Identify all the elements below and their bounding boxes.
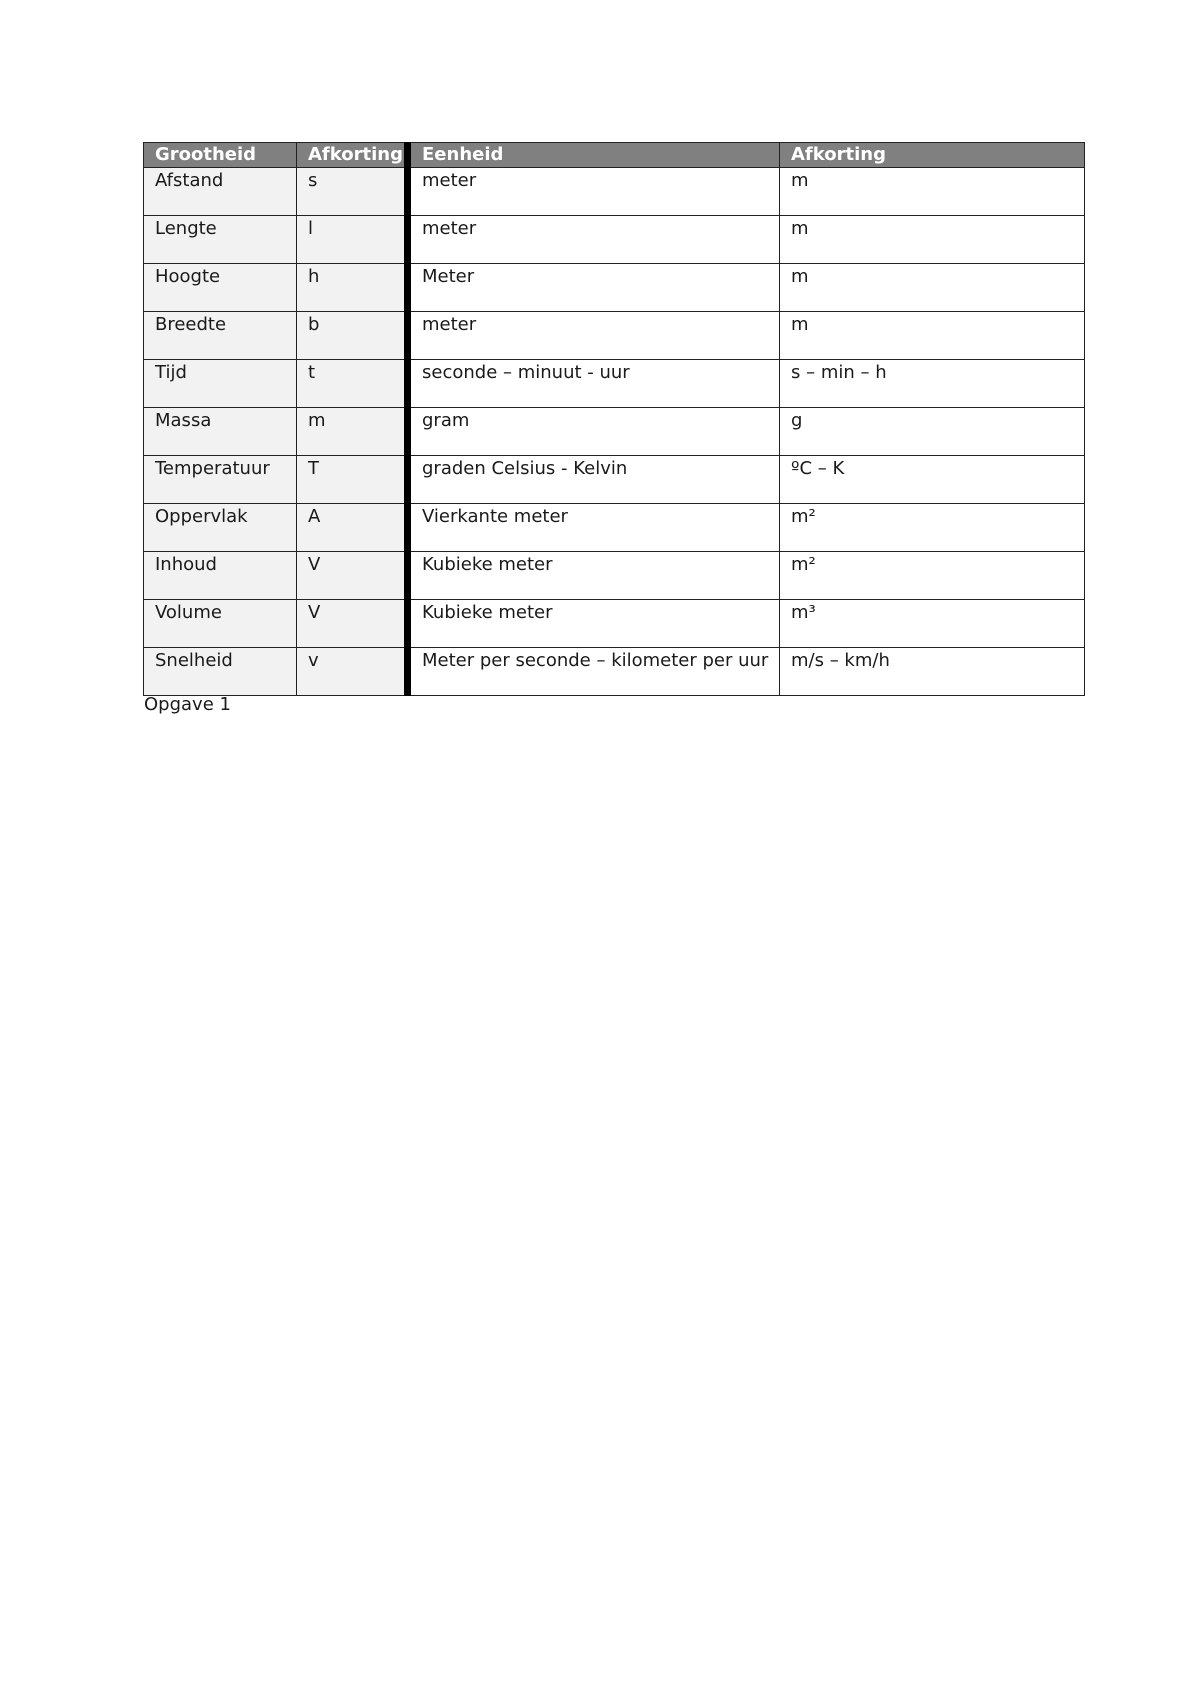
cell-grootheid: Volume bbox=[144, 600, 297, 648]
cell-grootheid: Snelheid bbox=[144, 648, 297, 696]
cell-eenheid: Kubieke meter bbox=[408, 600, 780, 648]
cell-afkorting-eenheid: m² bbox=[780, 504, 1085, 552]
cell-afkorting-grootheid: T bbox=[297, 456, 408, 504]
cell-afkorting-eenheid: m² bbox=[780, 552, 1085, 600]
cell-afkorting-eenheid: m bbox=[780, 264, 1085, 312]
table-body bbox=[144, 168, 1085, 696]
cell-afkorting-grootheid: V bbox=[297, 552, 408, 600]
cell-afkorting-grootheid: h bbox=[297, 264, 408, 312]
cell-grootheid: Inhoud bbox=[144, 552, 297, 600]
cell-eenheid: meter bbox=[408, 168, 780, 216]
cell-afkorting-grootheid: t bbox=[297, 360, 408, 408]
cell-grootheid: Tijd bbox=[144, 360, 297, 408]
cell-afkorting-eenheid: s – min – h bbox=[780, 360, 1085, 408]
cell-afkorting-grootheid: s bbox=[297, 168, 408, 216]
cell-afkorting-eenheid: m/s – km/h bbox=[780, 648, 1085, 696]
cell-afkorting-eenheid: m³ bbox=[780, 600, 1085, 648]
cell-afkorting-grootheid: v bbox=[297, 648, 408, 696]
table-row bbox=[144, 456, 1085, 504]
table-row bbox=[144, 168, 1085, 216]
table-row bbox=[144, 264, 1085, 312]
cell-eenheid: graden Celsius - Kelvin bbox=[408, 456, 780, 504]
cell-afkorting-grootheid: b bbox=[297, 312, 408, 360]
cell-grootheid: Hoogte bbox=[144, 264, 297, 312]
cell-afkorting-eenheid: m bbox=[780, 168, 1085, 216]
table-caption: Opgave 1 bbox=[144, 694, 231, 715]
table-row bbox=[144, 600, 1085, 648]
cell-eenheid: gram bbox=[408, 408, 780, 456]
table-row bbox=[144, 312, 1085, 360]
cell-grootheid: Oppervlak bbox=[144, 504, 297, 552]
cell-grootheid: Lengte bbox=[144, 216, 297, 264]
table-row bbox=[144, 408, 1085, 456]
cell-afkorting-eenheid: m bbox=[780, 216, 1085, 264]
header-afkorting-grootheid: Afkorting bbox=[297, 143, 408, 168]
cell-grootheid: Temperatuur bbox=[144, 456, 297, 504]
cell-eenheid: seconde – minuut - uur bbox=[408, 360, 780, 408]
quantities-table bbox=[143, 142, 1085, 696]
table-row bbox=[144, 216, 1085, 264]
cell-afkorting-grootheid: V bbox=[297, 600, 408, 648]
cell-afkorting-grootheid: m bbox=[297, 408, 408, 456]
header-afkorting-eenheid: Afkorting bbox=[780, 143, 1085, 168]
header-grootheid: Grootheid bbox=[144, 143, 297, 168]
table-row bbox=[144, 504, 1085, 552]
cell-eenheid: meter bbox=[408, 312, 780, 360]
cell-afkorting-eenheid: g bbox=[780, 408, 1085, 456]
header-eenheid: Eenheid bbox=[408, 143, 780, 168]
cell-grootheid: Afstand bbox=[144, 168, 297, 216]
cell-afkorting-eenheid: ºC – K bbox=[780, 456, 1085, 504]
table-row bbox=[144, 360, 1085, 408]
cell-afkorting-grootheid: l bbox=[297, 216, 408, 264]
cell-afkorting-eenheid: m bbox=[780, 312, 1085, 360]
cell-grootheid: Massa bbox=[144, 408, 297, 456]
cell-eenheid: Meter bbox=[408, 264, 780, 312]
table-row bbox=[144, 552, 1085, 600]
table-row bbox=[144, 648, 1085, 696]
table-header-row bbox=[144, 143, 1085, 168]
cell-grootheid: Breedte bbox=[144, 312, 297, 360]
cell-eenheid: Kubieke meter bbox=[408, 552, 780, 600]
cell-eenheid: Vierkante meter bbox=[408, 504, 780, 552]
cell-eenheid: Meter per seconde – kilometer per uur bbox=[408, 648, 780, 696]
cell-afkorting-grootheid: A bbox=[297, 504, 408, 552]
cell-eenheid: meter bbox=[408, 216, 780, 264]
